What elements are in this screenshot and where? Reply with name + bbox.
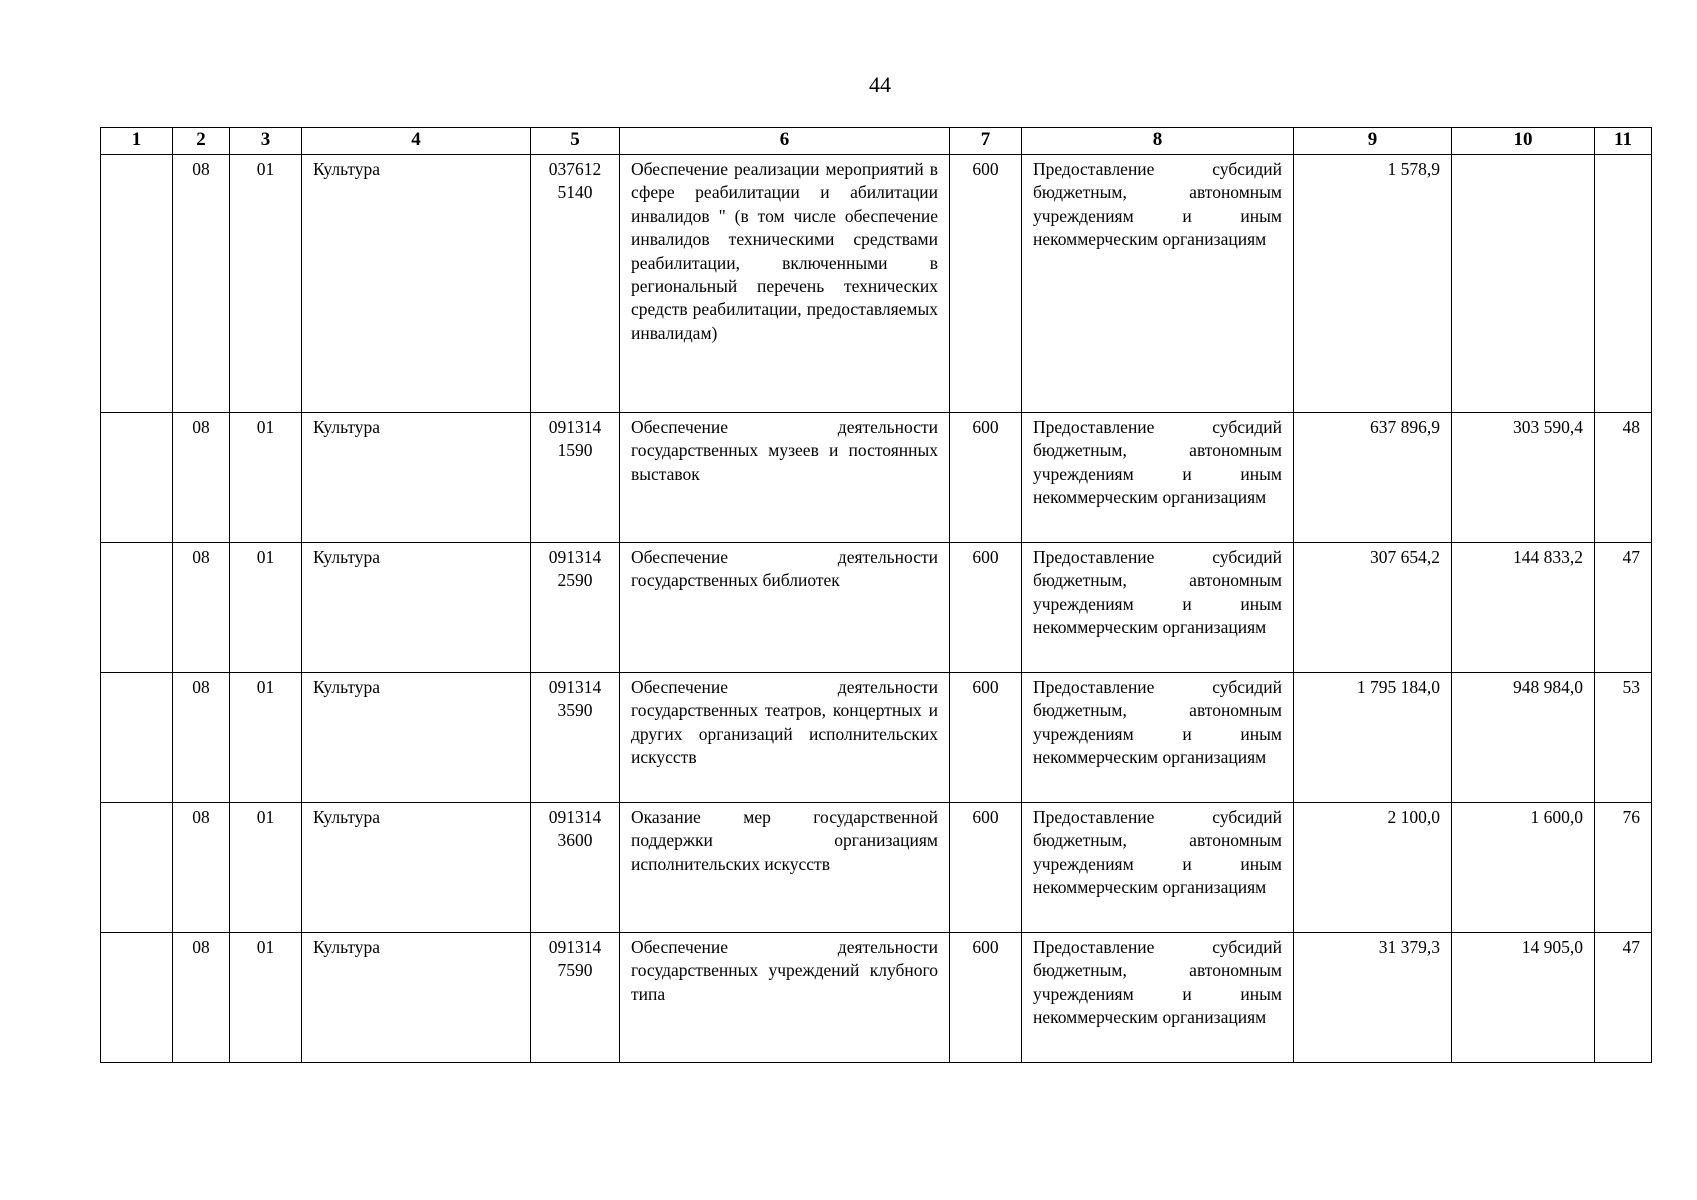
target-code-part1: 037612 — [548, 159, 602, 179]
cell-description: Оказание мер государственной поддержки организациям исполнительских искусств — [620, 803, 950, 933]
cell-description: Обеспечение деятельности государственных театров, концертных и других организаций исполнительских искусств — [620, 673, 950, 803]
cell-section: 08 — [173, 933, 230, 1063]
column-header-6: 6 — [620, 128, 950, 155]
column-header-4: 4 — [302, 128, 531, 155]
cell-target-code — [531, 155, 620, 413]
cell-subsection: 01 — [230, 673, 302, 803]
target-code-part1: 091314 — [548, 547, 602, 567]
target-code-part2: 3600 — [557, 830, 593, 851]
cell-col-1 — [101, 673, 173, 803]
cell-section-name: Культура — [302, 803, 531, 933]
cell-section-name: Культура — [302, 413, 531, 543]
cell-col-1 — [101, 155, 173, 413]
cell-subsection: 01 — [230, 543, 302, 673]
cell-section: 08 — [173, 803, 230, 933]
target-code-part1: 091314 — [548, 937, 602, 957]
cell-expense-type: 600 — [950, 543, 1022, 673]
cell-percent: 47 — [1595, 543, 1652, 673]
cell-target-code — [531, 413, 620, 543]
cell-amount: 1 795 184,0 — [1294, 673, 1452, 803]
column-header-7: 7 — [950, 128, 1022, 155]
cell-amount-executed: 14 905,0 — [1452, 933, 1595, 1063]
cell-subsection: 01 — [230, 413, 302, 543]
cell-percent: 47 — [1595, 933, 1652, 1063]
table-row — [101, 155, 1652, 413]
cell-subsection: 01 — [230, 155, 302, 413]
cell-amount: 2 100,0 — [1294, 803, 1452, 933]
target-code-part2: 2590 — [557, 570, 593, 591]
cell-amount: 31 379,3 — [1294, 933, 1452, 1063]
cell-amount-executed: 948 984,0 — [1452, 673, 1595, 803]
cell-target-code — [531, 673, 620, 803]
cell-expense-type: 600 — [950, 933, 1022, 1063]
cell-percent: 76 — [1595, 803, 1652, 933]
page-number: 44 — [869, 72, 891, 97]
cell-expense-type-name: Предоставление субсидий бюджетным, автономным учреждениям и иным некоммерческим организациям — [1022, 803, 1294, 933]
cell-expense-type: 600 — [950, 673, 1022, 803]
table-row — [101, 413, 1652, 543]
cell-percent: 53 — [1595, 673, 1652, 803]
cell-description: Обеспечение реализации мероприятий в сфере реабилитации и абилитации инвалидов " (в том числе обеспечение инвалидов техническими средствами реабилитации, включенными в региональный перечень технических средств реабилитации, предоставляемых инвалидам) — [620, 155, 950, 413]
target-code-part2: 3590 — [557, 700, 593, 721]
cell-amount-executed — [1452, 155, 1595, 413]
cell-percent — [1595, 155, 1652, 413]
target-code-part1: 091314 — [548, 677, 602, 697]
table-header — [101, 128, 1652, 155]
cell-amount-executed: 1 600,0 — [1452, 803, 1595, 933]
header-row — [101, 128, 1652, 155]
cell-col-1 — [101, 413, 173, 543]
cell-description: Обеспечение деятельности государственных библиотек — [620, 543, 950, 673]
cell-description: Обеспечение деятельности государственных учреждений клубного типа — [620, 933, 950, 1063]
target-code-part2: 1590 — [557, 440, 593, 461]
column-header-8: 8 — [1022, 128, 1294, 155]
cell-amount: 1 578,9 — [1294, 155, 1452, 413]
cell-col-1 — [101, 543, 173, 673]
cell-col-1 — [101, 803, 173, 933]
cell-expense-type-name: Предоставление субсидий бюджетным, автономным учреждениям и иным некоммерческим организациям — [1022, 413, 1294, 543]
cell-expense-type-name: Предоставление субсидий бюджетным, автономным учреждениям и иным некоммерческим организациям — [1022, 673, 1294, 803]
column-header-10: 10 — [1452, 128, 1595, 155]
table-row — [101, 803, 1652, 933]
cell-section-name: Культура — [302, 155, 531, 413]
cell-target-code — [531, 803, 620, 933]
column-header-9: 9 — [1294, 128, 1452, 155]
cell-expense-type-name: Предоставление субсидий бюджетным, автономным учреждениям и иным некоммерческим организациям — [1022, 543, 1294, 673]
column-header-1: 1 — [101, 128, 173, 155]
cell-expense-type: 600 — [950, 413, 1022, 543]
target-code-part1: 091314 — [548, 807, 602, 827]
cell-amount-executed: 303 590,4 — [1452, 413, 1595, 543]
column-header-5: 5 — [531, 128, 620, 155]
cell-target-code — [531, 543, 620, 673]
column-header-2: 2 — [173, 128, 230, 155]
cell-expense-type-name: Предоставление субсидий бюджетным, автономным учреждениям и иным некоммерческим организациям — [1022, 155, 1294, 413]
cell-col-1 — [101, 933, 173, 1063]
table-row — [101, 673, 1652, 803]
cell-section-name: Культура — [302, 673, 531, 803]
cell-section-name: Культура — [302, 933, 531, 1063]
cell-percent: 48 — [1595, 413, 1652, 543]
cell-expense-type: 600 — [950, 803, 1022, 933]
cell-section: 08 — [173, 155, 230, 413]
cell-subsection: 01 — [230, 803, 302, 933]
cell-section: 08 — [173, 543, 230, 673]
cell-expense-type-name: Предоставление субсидий бюджетным, автономным учреждениям и иным некоммерческим организациям — [1022, 933, 1294, 1063]
cell-section: 08 — [173, 413, 230, 543]
cell-description: Обеспечение деятельности государственных музеев и постоянных выставок — [620, 413, 950, 543]
cell-amount: 307 654,2 — [1294, 543, 1452, 673]
table-row — [101, 933, 1652, 1063]
cell-subsection: 01 — [230, 933, 302, 1063]
target-code-part2: 5140 — [557, 182, 593, 203]
budget-table — [100, 127, 1652, 1063]
column-header-11: 11 — [1595, 128, 1652, 155]
cell-section: 08 — [173, 673, 230, 803]
cell-section-name: Культура — [302, 543, 531, 673]
target-code-part2: 7590 — [557, 960, 593, 981]
target-code-part1: 091314 — [548, 417, 602, 437]
table-row — [101, 543, 1652, 673]
cell-amount-executed: 144 833,2 — [1452, 543, 1595, 673]
cell-amount: 637 896,9 — [1294, 413, 1452, 543]
cell-expense-type: 600 — [950, 155, 1022, 413]
column-header-3: 3 — [230, 128, 302, 155]
table-body — [101, 155, 1652, 1063]
cell-target-code — [531, 933, 620, 1063]
